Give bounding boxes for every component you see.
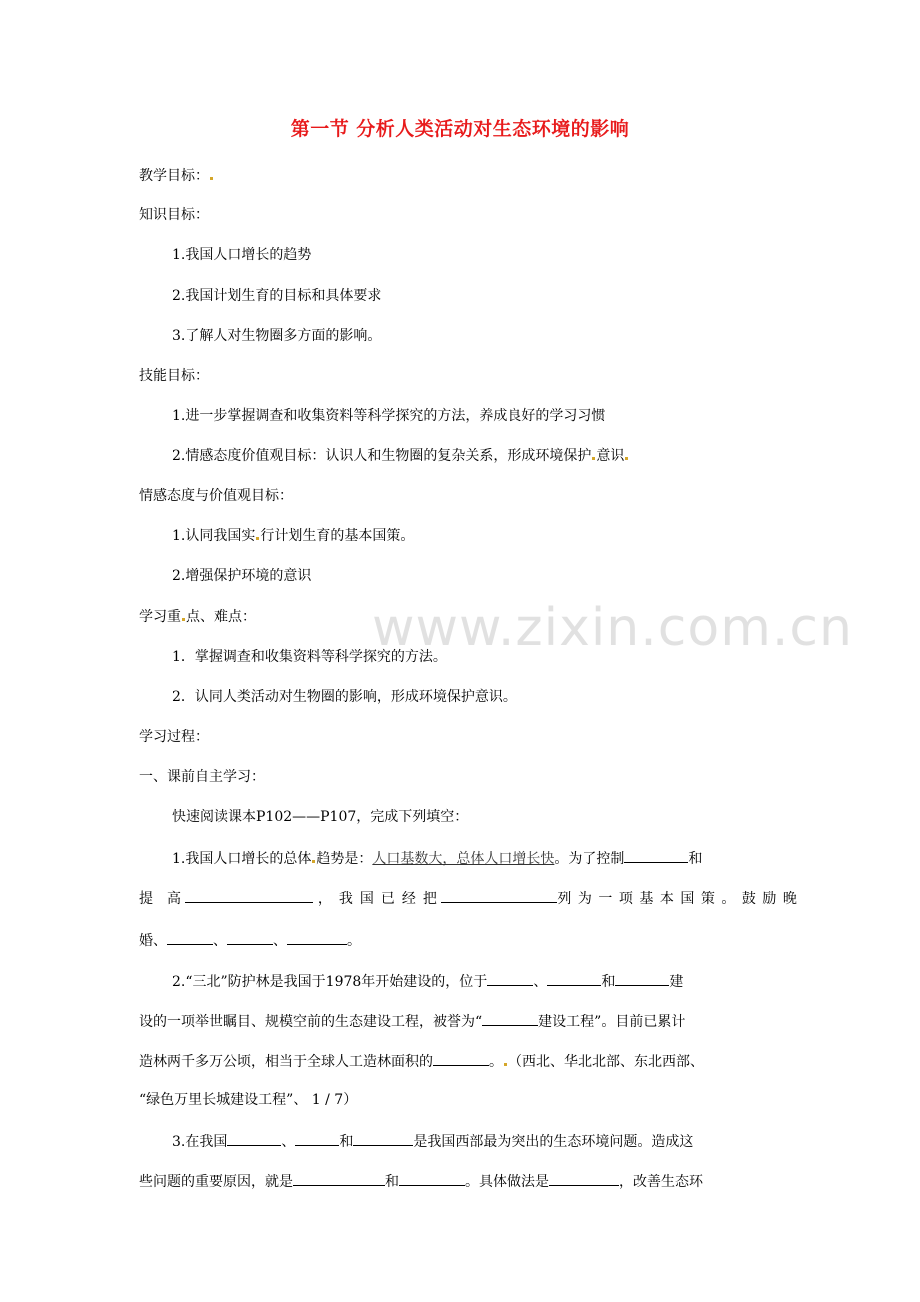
- fill-blank[interactable]: [441, 888, 557, 903]
- text-part: 提: [139, 891, 153, 907]
- text-part: 建: [669, 974, 684, 990]
- text-part: 行计划生育的基本国策。: [260, 528, 415, 544]
- text-part: 列为一项基本国策。鼓励晚: [557, 891, 804, 907]
- fill-blank[interactable]: [549, 1171, 619, 1186]
- text-part: 趋势是：: [316, 851, 373, 867]
- heading-text: 教学目标：: [139, 168, 209, 184]
- fill-blank[interactable]: [547, 971, 601, 986]
- fill-blank[interactable]: [295, 1131, 339, 1146]
- emotion-item-1: [172, 527, 414, 545]
- fill-blank[interactable]: [615, 971, 669, 986]
- text-part: 国: [359, 891, 374, 907]
- text-part: 2.情感态度价值观目标：认识人和生物圈的复杂关系，形成环境保护: [172, 448, 592, 464]
- watermark: www.zixin.com.cn: [372, 598, 853, 658]
- text-part: ，: [317, 891, 332, 907]
- text-part: 经: [401, 891, 416, 907]
- skill-item-1: 1.进一步掌握调查和收集资料等科学探究的方法，养成良好的学习习惯: [172, 408, 606, 424]
- fill-blank[interactable]: [353, 1131, 413, 1146]
- process-heading: 学习过程：: [139, 729, 209, 745]
- keypoint-item-2: 2．认同人类活动对生物圈的影响，形成环境保护意识。: [172, 689, 517, 705]
- text-part: 学习重: [139, 609, 181, 625]
- reading-instruction: 快速阅读课本P102——P107，完成下列填空：: [172, 809, 469, 825]
- keypoint-heading: [139, 608, 256, 626]
- text-part: 1.认同我国实: [172, 528, 256, 544]
- text-part: 3.在我国: [172, 1134, 228, 1150]
- knowledge-item-2: 2.我国计划生育的目标和具体要求: [172, 288, 382, 304]
- text-part: 和: [688, 851, 703, 867]
- text-part: 些问题的重要原因，就是: [139, 1174, 293, 1190]
- text-part: 、: [213, 933, 227, 949]
- fill-blank[interactable]: [482, 1011, 538, 1026]
- text-part: 和: [385, 1174, 399, 1190]
- emotion-item-2: 2.增强保护环境的意识: [172, 568, 312, 584]
- question-3-line-1: [172, 1131, 693, 1151]
- text-part: 、: [273, 933, 287, 949]
- text-part: 2.“三北”防护林是我国于1978年开始建设的，位于: [172, 974, 488, 990]
- mark-dot: [312, 860, 315, 863]
- fill-blank[interactable]: [624, 848, 688, 863]
- emotion-goal-heading: 情感态度与价值观目标：: [139, 488, 293, 504]
- text-part: 高: [167, 891, 181, 907]
- text-part: 建设工程”。目前已累计: [538, 1014, 686, 1030]
- fill-blank[interactable]: [433, 1051, 489, 1066]
- question-2-line-1: [172, 971, 683, 991]
- fill-blank[interactable]: [167, 930, 213, 945]
- question-1-line-2: [139, 888, 804, 908]
- text-part: ，改善生态环: [619, 1174, 703, 1190]
- text-part: 点、难点：: [186, 609, 256, 625]
- question-2-line-4: “绿色万里长城建设工程”、 1 / 7）: [139, 1092, 358, 1108]
- text-part: 已: [380, 891, 395, 907]
- question-2-line-3: [139, 1051, 704, 1071]
- text-part: 。具体做法是: [465, 1174, 549, 1190]
- text-part: 把: [422, 891, 437, 907]
- text-part: 和: [601, 974, 616, 990]
- text-part: （西北、华北北部、东北西部、: [508, 1054, 704, 1070]
- fill-blank[interactable]: [287, 930, 347, 945]
- mark-dot: [504, 1063, 507, 1066]
- question-3-line-2: [139, 1171, 703, 1191]
- text-part: 意识: [596, 448, 625, 464]
- question-2-line-2: [139, 1011, 685, 1031]
- text-part: 、: [533, 974, 548, 990]
- answer-text: 人口基数大，总体人口增长快: [372, 851, 555, 867]
- mark-dot: [625, 457, 628, 460]
- text-part: 婚、: [139, 933, 167, 949]
- fill-blank[interactable]: [227, 1131, 281, 1146]
- fill-blank[interactable]: [487, 971, 533, 986]
- fill-blank[interactable]: [185, 888, 313, 903]
- keypoint-item-1: 1．掌握调查和收集资料等科学探究的方法。: [172, 649, 447, 665]
- knowledge-goal-heading: 知识目标：: [139, 207, 209, 223]
- text-part: 是我国西部最为突出的生态环境问题。造成这: [413, 1134, 694, 1150]
- text-part: 。: [489, 1054, 503, 1070]
- section-heading: 一、课前自主学习：: [139, 769, 265, 785]
- mark-dot: [592, 457, 595, 460]
- text-part: 我: [338, 891, 353, 907]
- mark-dot: [182, 618, 185, 621]
- mark-dot: [256, 537, 259, 540]
- text-part: 、: [281, 1134, 296, 1150]
- text-part: 。为了控制: [554, 851, 625, 867]
- knowledge-item-1: 1.我国人口增长的趋势: [172, 247, 312, 263]
- skill-item-2: [172, 447, 629, 465]
- fill-blank[interactable]: [293, 1171, 385, 1186]
- fill-blank[interactable]: [399, 1171, 465, 1186]
- text-part: 造林两千多万公顷，相当于全球人工造林面积的: [139, 1054, 433, 1070]
- text-part: 。: [347, 933, 361, 949]
- text-part: 和: [339, 1134, 354, 1150]
- fill-blank[interactable]: [227, 930, 273, 945]
- text-part: 设的一项举世瞩目、规模空前的生态建设工程，被誉为“: [139, 1014, 483, 1030]
- question-1-line-3: [139, 930, 361, 950]
- page-title: 第一节 分析人类活动对生态环境的影响: [290, 118, 630, 140]
- question-1-line-1: [172, 848, 702, 868]
- text-part: 1.我国人口增长的总体: [172, 851, 312, 867]
- skill-goal-heading: 技能目标：: [139, 368, 209, 384]
- knowledge-item-3: 3.了解人对生物圈多方面的影响。: [172, 328, 382, 344]
- mark-dot: [210, 177, 213, 180]
- teaching-goal-heading: [139, 167, 214, 185]
